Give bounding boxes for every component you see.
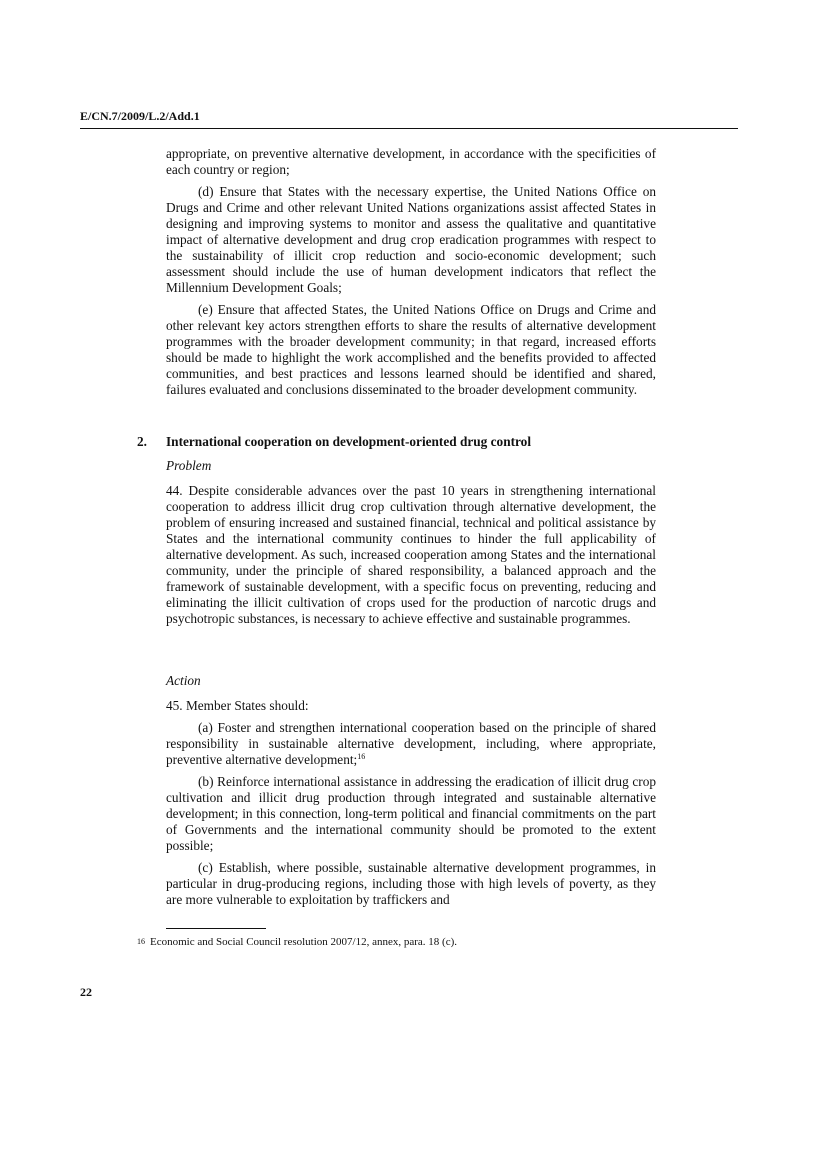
action-label: Action	[166, 673, 201, 688]
problem-label: Problem	[166, 458, 212, 473]
paragraph-a	[166, 720, 656, 768]
footnote-reference[interactable]: 16	[357, 752, 366, 761]
section-number: 2.	[137, 434, 147, 449]
action-block	[166, 673, 656, 908]
paragraph-d: (d) Ensure that States with the necessary expertise, the United Nations Office on Drugs and Crime and other relevant United Nations organizations assist affected States in designing and improving systems to monitor and assess the qualitative and quantitative impact of alternative development and drug crop eradication programmes with respect to the sustainability of illicit crop reduction and socio-economic development; such assessment should include the use of human development indicators that reflect the Millennium Development Goals;	[166, 184, 656, 295]
problem-block	[166, 458, 656, 627]
document-symbol: E/CN.7/2009/L.2/Add.1	[80, 109, 200, 123]
paragraph-45: 45. Member States should:	[166, 698, 309, 713]
continuation-paragraph: appropriate, on preventive alternative development, in accordance with the specificities of each country or region;	[166, 146, 656, 177]
footnote-number: 16	[137, 937, 145, 946]
paragraph-b: (b) Reinforce international assistance in addressing the eradication of illicit drug crop cultivation and illicit drug production through integrated and sustainable alternative development; in this connection, long-term political and financial commitments on the part of Governments and the international community should be promoted to the extent possible;	[166, 774, 656, 853]
paragraph-44: 44. Despite considerable advances over the past 10 years in strengthening international cooperation to address illicit drug crop cultivation through alternative development, the problem of ensuring increased and sustained financial, technical and political assistance by States and the international community continues to hinder the full applicability of alternative development. As such, increased cooperation among States and the international community, under the principle of shared responsibility, a balanced approach and the framework of sustainable development, with a specific focus on preventing, reducing and eliminating the illicit cultivation of crops used for the production of narcotic drugs and psychotropic substances, is necessary to achieve effective and sustainable programmes.	[166, 483, 656, 626]
paragraph-a-text: (a) Foster and strengthen international cooperation based on the principle of shared responsibility in sustainable alternative development, including, where appropriate, preventive alternative development;	[166, 720, 656, 767]
footnote	[137, 935, 697, 949]
footnote-text: Economic and Social Council resolution 2007/12, annex, para. 18 (c).	[150, 936, 458, 948]
header-rule	[80, 128, 738, 129]
footnote-rule	[166, 928, 266, 929]
top-paragraphs	[166, 146, 656, 398]
paragraph-c: (c) Establish, where possible, sustainable alternative development programmes, in particular in drug-producing regions, including those with high levels of poverty, as they are more vulnerable to exploitation by traffickers and	[166, 860, 656, 907]
section-heading	[137, 434, 677, 450]
section-title: International cooperation on development-oriented drug control	[166, 434, 532, 449]
paragraph-e: (e) Ensure that affected States, the United Nations Office on Drugs and Crime and other relevant key actors strengthen efforts to share the results of alternative development programmes with the broader development community; in that regard, increased efforts should be made to highlight the work accomplished and the benefits provided to affected communities, and best practices and lessons learned should be identified and shared, failures evaluated and conclusions disseminated to the broader development community.	[166, 302, 656, 397]
page-number: 22	[80, 985, 92, 999]
